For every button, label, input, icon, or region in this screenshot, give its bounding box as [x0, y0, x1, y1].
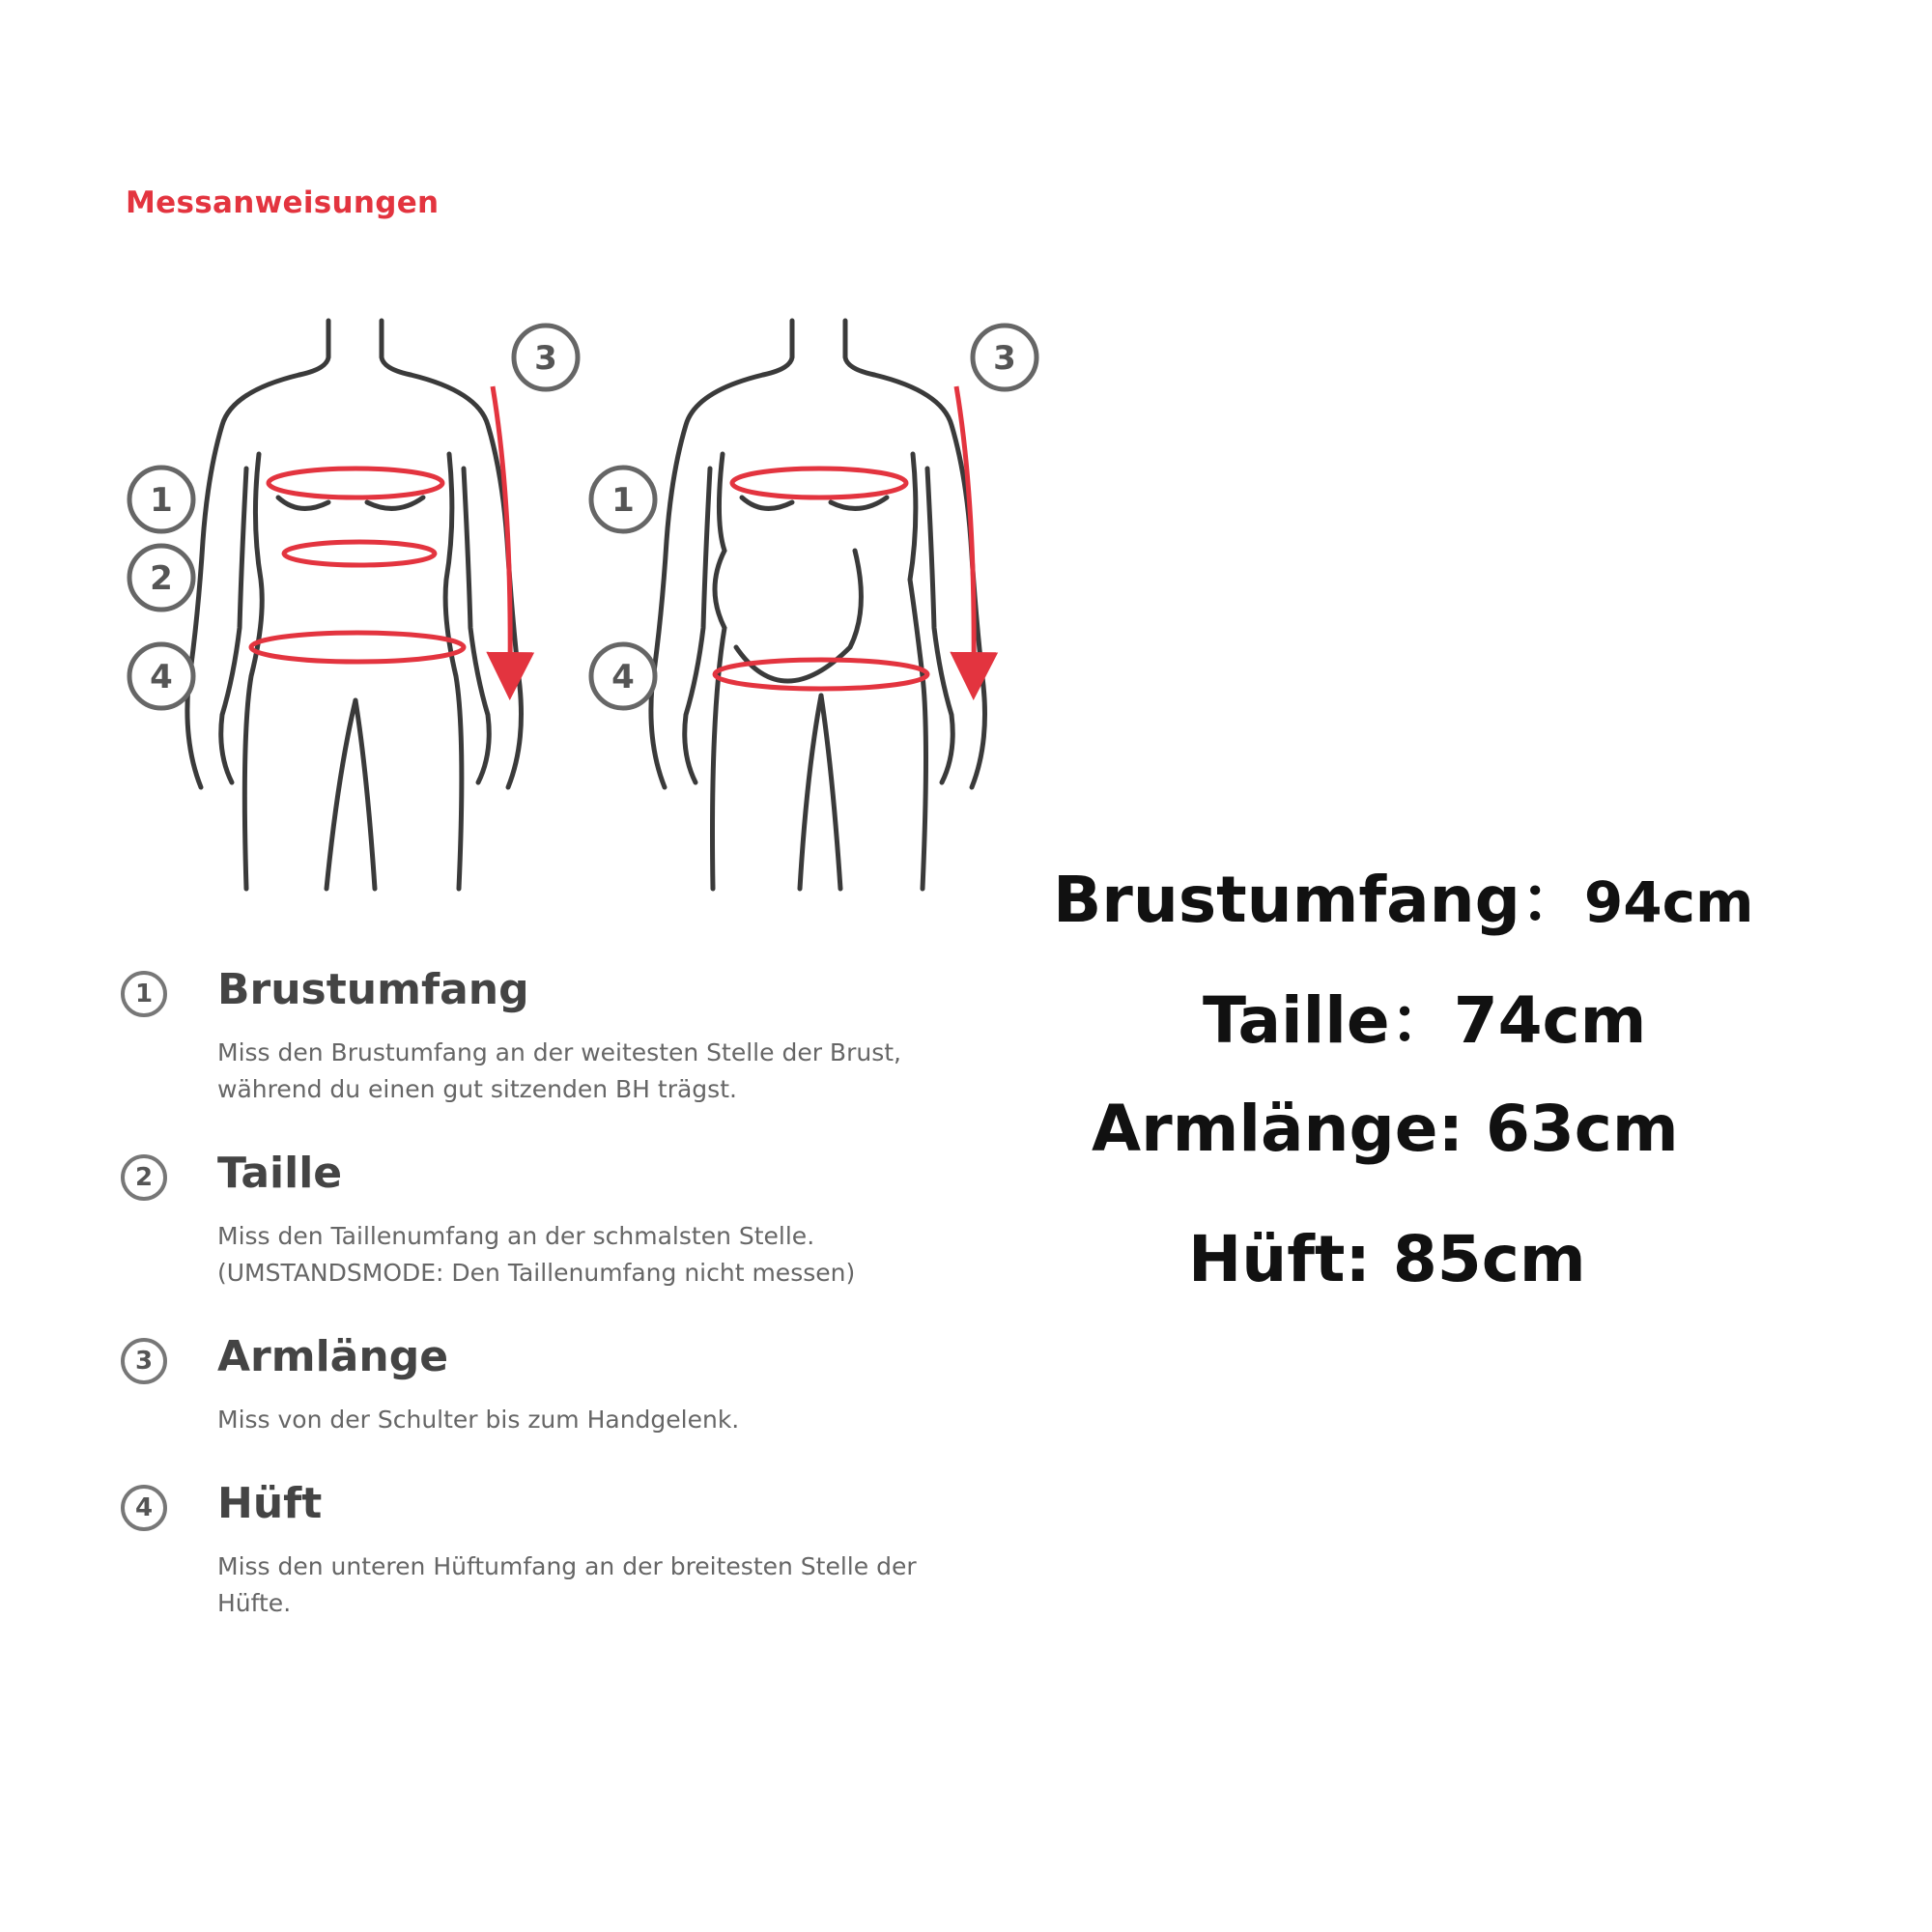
measurement-brustumfang: [1053, 848, 1753, 940]
measurement-separator: :: [1437, 1092, 1486, 1166]
step-title: Brustumfang: [217, 965, 529, 1014]
step-number: 4: [121, 1485, 167, 1531]
step-number: 3: [121, 1338, 167, 1384]
measurement-label: Brustumfang: [1053, 863, 1520, 937]
measurement-separator: ：: [1520, 863, 1584, 937]
body-figure-standard: [187, 321, 522, 889]
body-figure-maternity: [651, 321, 985, 889]
step-number: 1: [121, 971, 167, 1017]
svg-text:3: 3: [993, 339, 1016, 378]
step-title: Hüft: [217, 1479, 323, 1528]
page-heading: Messanweisungen: [126, 185, 440, 220]
measurement-label: Taille: [1203, 983, 1390, 1058]
svg-text:1: 1: [150, 481, 173, 520]
measurement-separator: :: [1345, 1222, 1393, 1296]
marker-2-left: [129, 546, 193, 610]
step-number: 2: [121, 1154, 167, 1201]
marker-1-right: [591, 468, 655, 531]
marker-1-left: [129, 468, 193, 531]
step-title: Taille: [217, 1149, 343, 1198]
step-description: Miss den Brustumfang an der weitesten Stelle der Brust, während du einen gut sitzenden BH trägst.: [217, 1038, 901, 1103]
measurement-separator: ：: [1389, 983, 1454, 1058]
marker-4-left: [129, 644, 193, 708]
svg-text:4: 4: [611, 658, 635, 696]
svg-text:4: 4: [150, 658, 173, 696]
body-diagrams: [106, 309, 1082, 918]
measurement-armlaenge: [1092, 1092, 1679, 1166]
measurement-value: 94cm: [1583, 869, 1754, 935]
step-description: Miss den Taillenumfang an der schmalsten Stelle. (UMSTANDSMODE: Den Taillenumfang nicht messen): [217, 1222, 856, 1287]
measurement-value: 85cm: [1392, 1222, 1586, 1296]
svg-text:2: 2: [150, 559, 173, 598]
marker-3-right: [973, 326, 1037, 389]
measurement-taille: [1203, 969, 1646, 1061]
marker-4-right: [591, 644, 655, 708]
measurement-hueft: [1188, 1222, 1586, 1296]
step-description: Miss den unteren Hüftumfang an der breitesten Stelle der Hüfte.: [217, 1552, 917, 1617]
measurement-label: Hüft: [1188, 1222, 1346, 1296]
step-description: Miss von der Schulter bis zum Handgelenk.: [217, 1406, 740, 1434]
svg-text:1: 1: [611, 481, 635, 520]
step-title: Armlänge: [217, 1332, 449, 1381]
measurement-value: 74cm: [1453, 983, 1647, 1058]
svg-text:3: 3: [534, 339, 557, 378]
marker-3-left: [514, 326, 578, 389]
measurement-label: Armlänge: [1092, 1092, 1438, 1166]
measurement-value: 63cm: [1485, 1092, 1679, 1166]
